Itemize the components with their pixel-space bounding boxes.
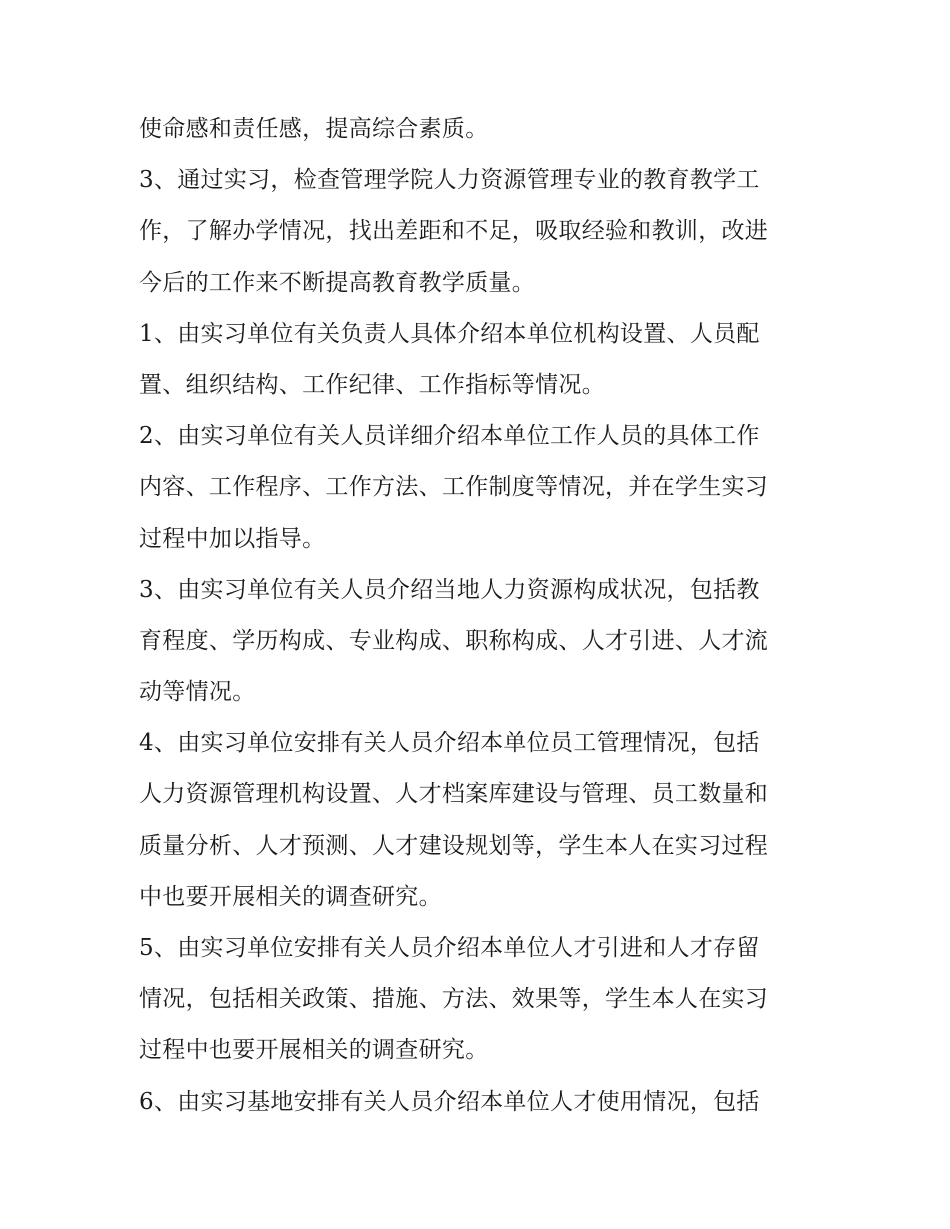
text-line: 今后的工作来不断提高教育教学质量。: [139, 269, 536, 296]
text-line: 6、由实习基地安排有关人员介绍本单位人才使用情况，包括: [139, 1088, 760, 1115]
text-line: 5、由实习单位安排有关人员介绍本单位人才引进和人才存留: [139, 935, 760, 961]
text-line: 过程中也要开展相关的调查研究。: [139, 1037, 489, 1064]
text-line: 内容、工作程序、工作方法、工作制度等情况，并在学生实习: [139, 474, 769, 501]
text-line: 动等情况。: [139, 679, 256, 706]
text-line: 中也要开展相关的调查研究。: [139, 883, 442, 910]
text-line: 置、组织结构、工作纪律、工作指标等情况。: [139, 371, 605, 398]
text-line: 3、由实习单位有关人员介绍当地人力资源构成状况，包括教: [139, 576, 760, 603]
text-line: 作，了解办学情况，找出差距和不足，吸取经验和教训，改进: [139, 218, 769, 245]
text-line: 育程度、学历构成、专业构成、职称构成、人才引进、人才流: [139, 627, 769, 654]
text-line: 2、由实习单位有关人员详细介绍本单位工作人员的具体工作: [139, 423, 760, 450]
text-line: 人力资源管理机构设置、人才档案库建设与管理、员工数量和: [139, 781, 769, 808]
text-line: 质量分析、人才预测、人才建设规划等，学生本人在实习过程: [139, 832, 769, 859]
text-line: 情况，包括相关政策、措施、方法、效果等，学生本人在实习: [139, 986, 769, 1013]
text-line: 使命感和责任感，提高综合素质。: [139, 116, 489, 142]
text-line: 1、由实习单位有关负责人具体介绍本单位机构设置、人员配: [139, 320, 760, 347]
text-line: 过程中加以指导。: [139, 525, 326, 552]
document-body: [139, 104, 819, 1128]
text-line: 3、通过实习，检查管理学院人力资源管理专业的教育教学工: [139, 167, 760, 194]
text-line: 4、由实习单位安排有关人员介绍本单位员工管理情况，包括: [139, 730, 760, 757]
